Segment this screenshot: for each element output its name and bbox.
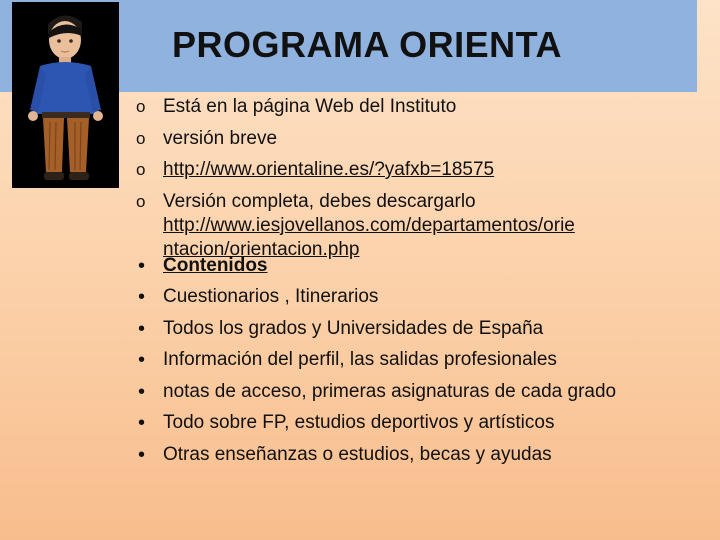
list-item (136, 411, 696, 443)
list-item (136, 348, 696, 380)
list-item (136, 443, 696, 475)
item-text: versión breve (163, 127, 278, 149)
circle-bullet-icon: o (136, 160, 146, 179)
item-text: notas de acceso, primeras asignaturas de cada grado (163, 380, 617, 402)
item-text: Todos los grados y Universidades de España (163, 317, 544, 339)
bullet-list (136, 95, 696, 474)
item-text: Información del perfil, las salidas profesionales (163, 349, 557, 370)
dot-bullet-icon: • (138, 412, 146, 434)
list-item (136, 95, 696, 127)
list-item (136, 127, 696, 159)
list-item (136, 190, 696, 260)
list-item (136, 285, 696, 317)
list-item (136, 158, 696, 190)
character-image (12, 2, 119, 188)
list-item (136, 254, 696, 286)
item-text: Todo sobre FP, estudios deportivos y artísticos (163, 412, 555, 433)
slide-title: PROGRAMA ORIENTA (172, 24, 562, 65)
list-item (136, 380, 696, 412)
item-text: Cuestionarios , Itinerarios (163, 286, 379, 307)
dot-bullet-icon: • (138, 349, 146, 371)
item-text: Otras enseñanzas o estudios, becas y ayudas (163, 443, 552, 465)
item-text: Versión completa, debes descargarlo (163, 190, 476, 212)
dot-bullet-icon: • (138, 254, 146, 277)
iesjovellanos-link-line2[interactable]: ntacion/orientacion.php (163, 238, 360, 260)
circle-bullet-icon: o (136, 128, 146, 148)
list-item (136, 317, 696, 349)
item-text: Está en la página Web del Instituto (163, 96, 457, 117)
iesjovellanos-link-line1[interactable]: http://www.iesjovellanos.com/departamentos/orie (163, 214, 575, 236)
circle-bullet-icon: o (136, 191, 146, 211)
dot-bullet-icon: • (138, 286, 146, 308)
item-text-contenidos: Contenidos (163, 254, 268, 276)
dot-bullet-icon: • (138, 380, 146, 403)
orientaline-link[interactable]: http://www.orientaline.es/?yafxb=18575 (163, 159, 495, 180)
dot-bullet-icon: • (138, 317, 146, 340)
dot-bullet-icon: • (138, 443, 146, 466)
circle-bullet-icon: o (136, 97, 146, 116)
